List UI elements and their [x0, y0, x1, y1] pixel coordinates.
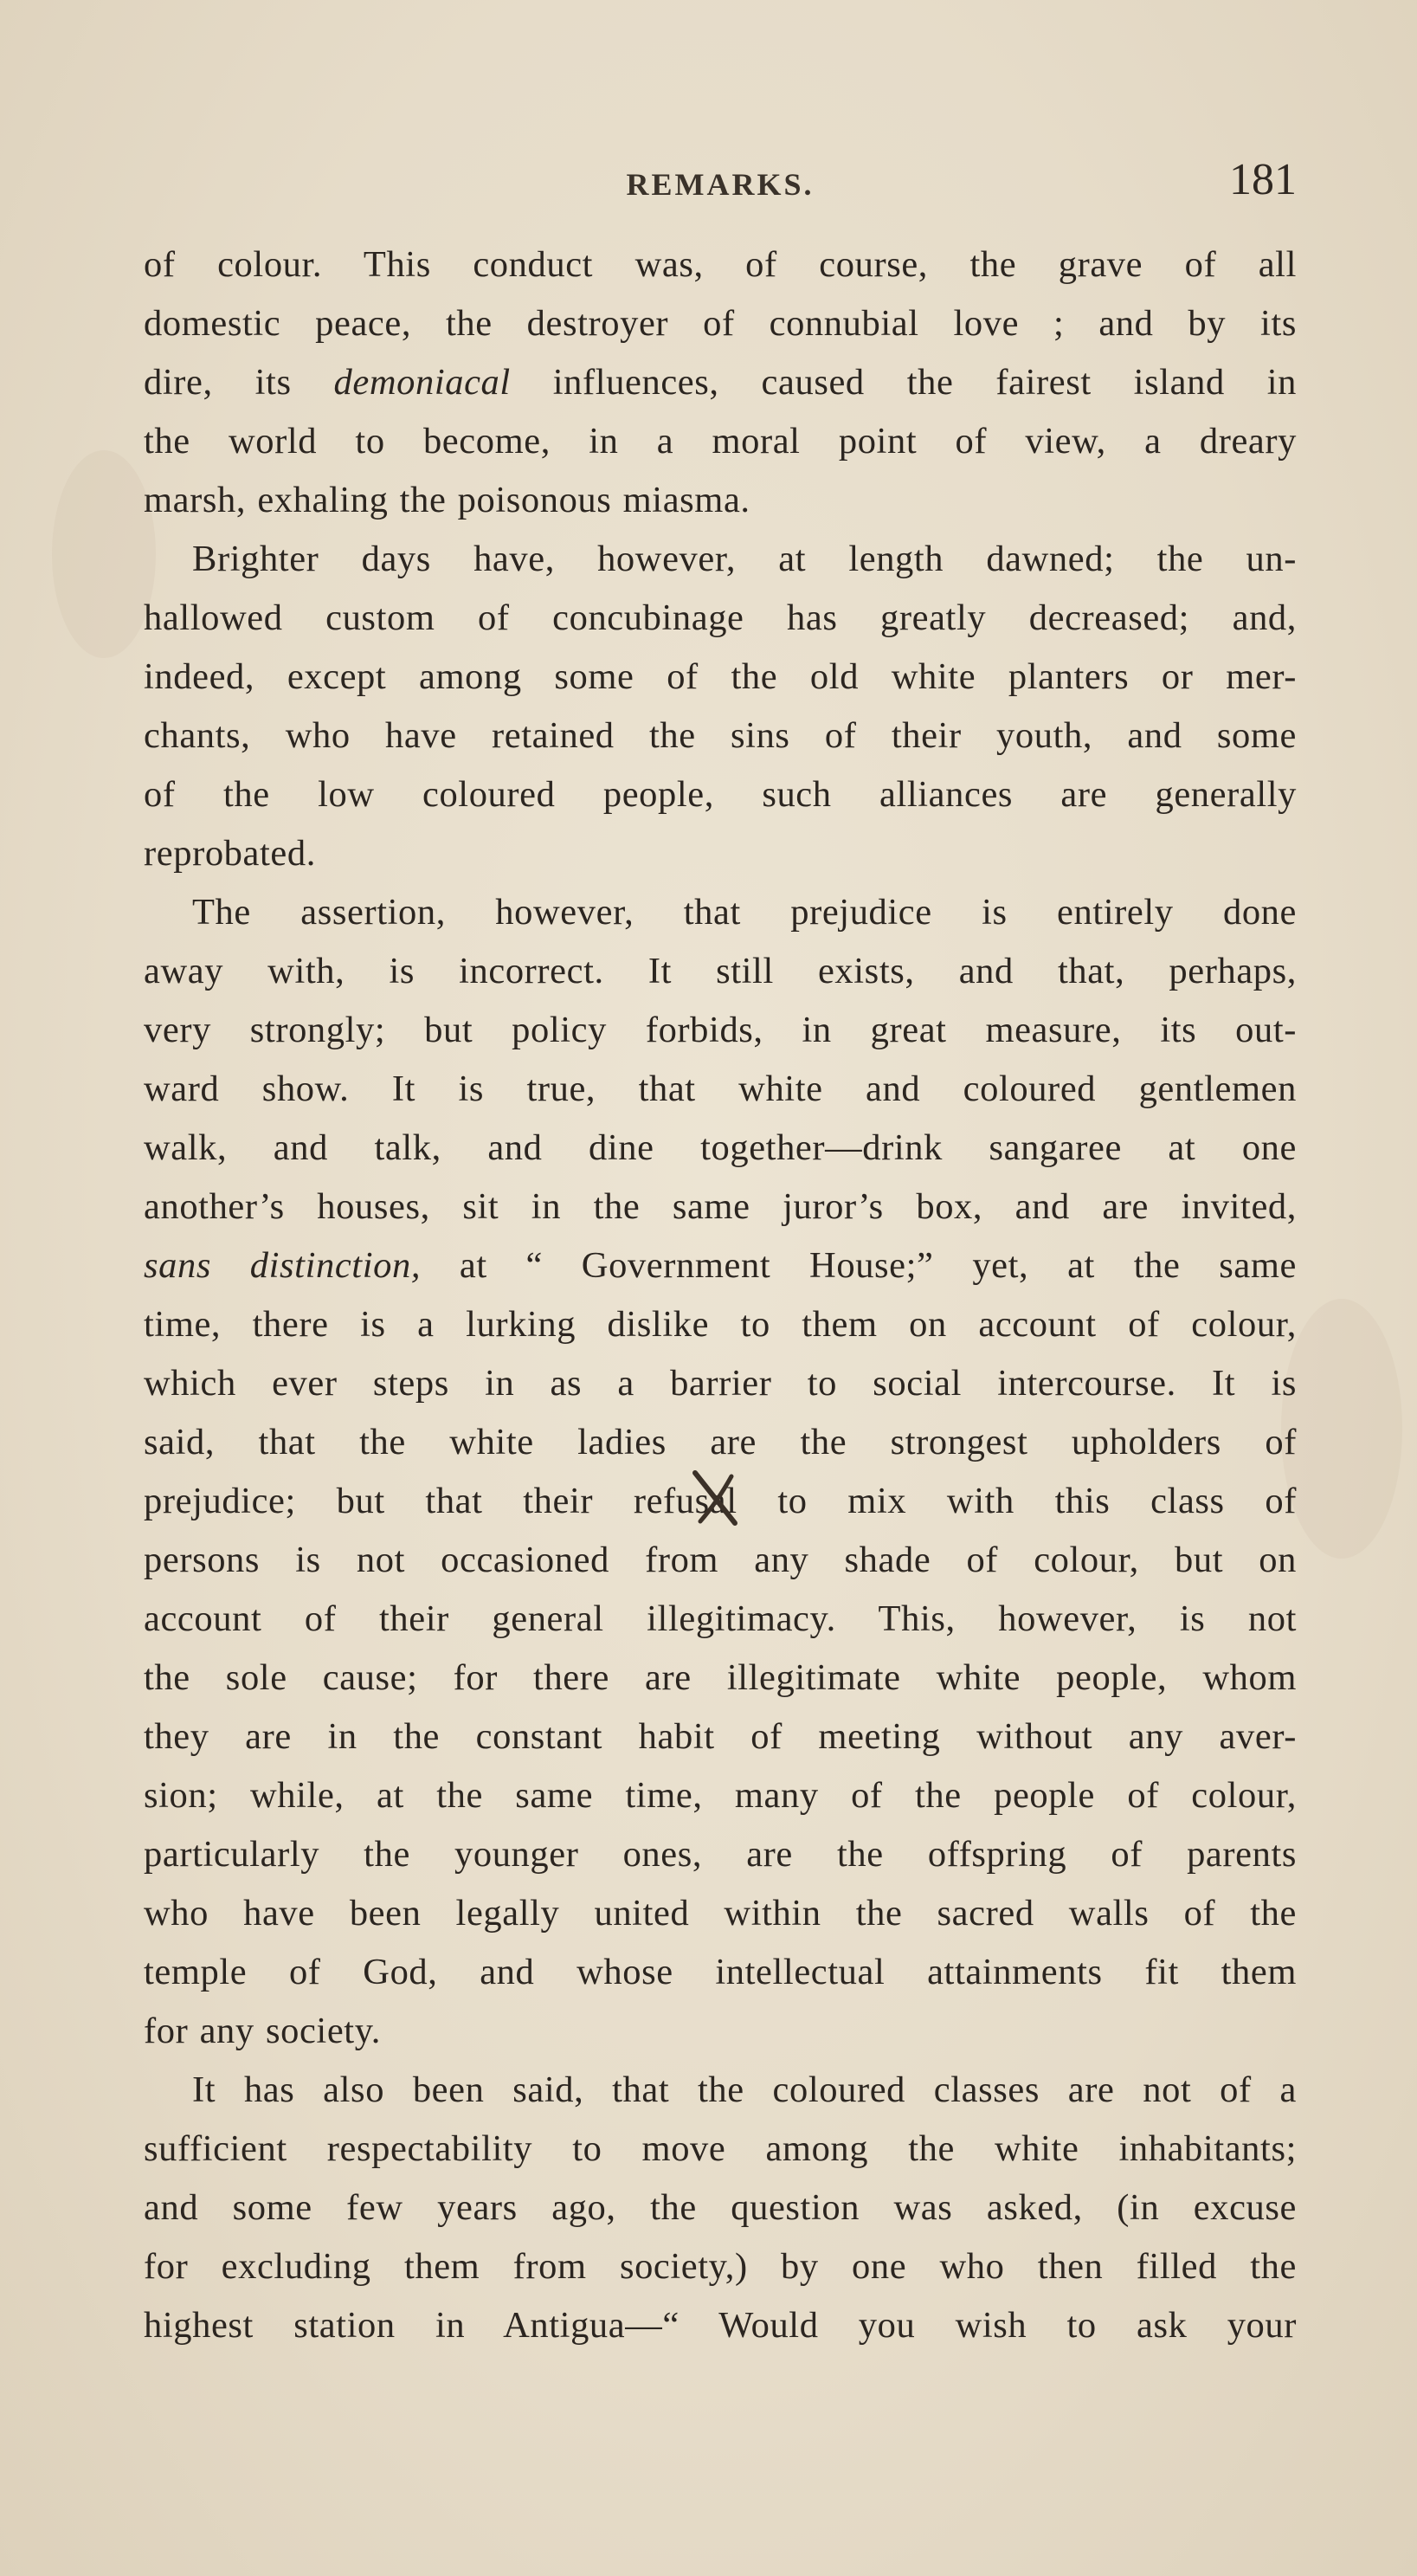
text-line [144, 1060, 1297, 1119]
text-line [144, 1236, 1297, 1295]
text-run: particularly the younger ones, are the offspring of parents [144, 1834, 1297, 1875]
text-run: they are in the constant habit of meeting without any aver- [144, 1716, 1297, 1757]
text-run: sion; while, at the same time, many of the people of colour, [144, 1775, 1297, 1816]
text-line [144, 2120, 1297, 2179]
running-title: REMARKS. [626, 167, 815, 202]
text-run: chants, who have retained the sins of their youth, and some [144, 715, 1297, 756]
text-run: the world to become, in a moral point of view, a dreary [144, 421, 1297, 462]
text-line [144, 1766, 1297, 1825]
text-run: highest station in Antigua—“ Would you wish to ask your [144, 2305, 1297, 2346]
text-run: account of their general illegitimacy. This, however, is not [144, 1598, 1297, 1639]
running-head [144, 154, 1297, 206]
text-run: domestic peace, the destroyer of connubial love ; and by its [144, 303, 1297, 344]
text-line [144, 471, 1297, 530]
italic-text: demoniacal [333, 362, 511, 403]
text-run: of colour. This conduct was, of course, the grave of all [144, 244, 1297, 285]
text-run: walk, and talk, and dine together—drink sangaree at one [144, 1127, 1297, 1168]
text-line [144, 1531, 1297, 1590]
text-line [144, 1649, 1297, 1708]
text-run: for excluding them from society,) by one who then filled the [144, 2246, 1297, 2287]
text-line [144, 530, 1297, 589]
text-line [144, 2237, 1297, 2296]
text-line [144, 294, 1297, 353]
text-line [144, 1825, 1297, 1884]
text-line [144, 1119, 1297, 1178]
text-run: influences, caused the fairest island in [510, 362, 1297, 403]
body-text [144, 236, 1297, 2355]
text-run: It has also been said, that the coloured classes are not of a [192, 2069, 1297, 2110]
text-run: another’s houses, sit in the same juror’s box, and are invited, [144, 1186, 1297, 1227]
text-line [144, 2061, 1297, 2120]
paper-stain [52, 450, 156, 658]
text-run: hallowed custom of concubinage has greatly decreased; and, [144, 597, 1297, 638]
paper-stain [1281, 1299, 1402, 1559]
page-number: 181 [1229, 155, 1297, 204]
text-run: temple of God, and whose intellectual attainments fit them [144, 1952, 1297, 1992]
text-line [144, 942, 1297, 1001]
text-line [144, 1001, 1297, 1060]
text-line [144, 353, 1297, 412]
text-run: indeed, except among some of the old white planters or mer- [144, 656, 1297, 697]
text-run: ward show. It is true, that white and coloured gentlemen [144, 1068, 1297, 1109]
text-line [144, 1943, 1297, 2002]
text-run: sufficient respectability to move among the white inhabitants; [144, 2128, 1297, 2169]
text-line [144, 1295, 1297, 1354]
text-run: prejudice; but that their refusal to mix with this class of [144, 1481, 1297, 1521]
text-line [144, 2179, 1297, 2237]
text-line [144, 648, 1297, 707]
text-line [144, 236, 1297, 294]
text-run: away with, is incorrect. It still exists, and that, perhaps, [144, 951, 1297, 991]
text-run: said, that the white ladies are the strongest upholders of [144, 1422, 1297, 1462]
text-run: dire, its [144, 362, 334, 403]
text-run: for any society. [144, 2011, 382, 2051]
text-run: the sole cause; for there are illegitimate white people, whom [144, 1657, 1297, 1698]
text-line [144, 2002, 1297, 2061]
text-run: very strongly; but policy forbids, in great measure, its out- [144, 1010, 1297, 1050]
text-run: Brighter days have, however, at length dawned; the un- [192, 539, 1297, 579]
text-run: of the low coloured people, such alliances are generally [144, 774, 1297, 815]
text-line [144, 412, 1297, 471]
text-line [144, 1413, 1297, 1472]
pencil-cross-mark [688, 1468, 742, 1528]
text-run: at “ Government House;” yet, at the same [421, 1245, 1297, 1286]
text-line [144, 765, 1297, 824]
text-line [144, 824, 1297, 883]
text-line [144, 2296, 1297, 2355]
text-line [144, 1708, 1297, 1766]
text-run: The assertion, however, that prejudice is entirely done [192, 892, 1297, 933]
text-run: persons is not occasioned from any shade of colour, but on [144, 1540, 1297, 1580]
text-line [144, 1354, 1297, 1413]
text-run: which ever steps in as a barrier to social intercourse. It is [144, 1363, 1297, 1404]
text-run: reprobated. [144, 833, 316, 874]
italic-text: sans distinction, [144, 1245, 422, 1286]
text-line [144, 1590, 1297, 1649]
text-line [144, 1178, 1297, 1236]
text-line [144, 707, 1297, 765]
text-run: and some few years ago, the question was asked, (in excuse [144, 2187, 1297, 2228]
text-run: marsh, exhaling the poisonous miasma. [144, 480, 750, 520]
text-line [144, 589, 1297, 648]
text-run: time, there is a lurking dislike to them on account of colour, [144, 1304, 1297, 1345]
text-line [144, 883, 1297, 942]
text-run: who have been legally united within the sacred walls of the [144, 1893, 1297, 1934]
text-line [144, 1884, 1297, 1943]
